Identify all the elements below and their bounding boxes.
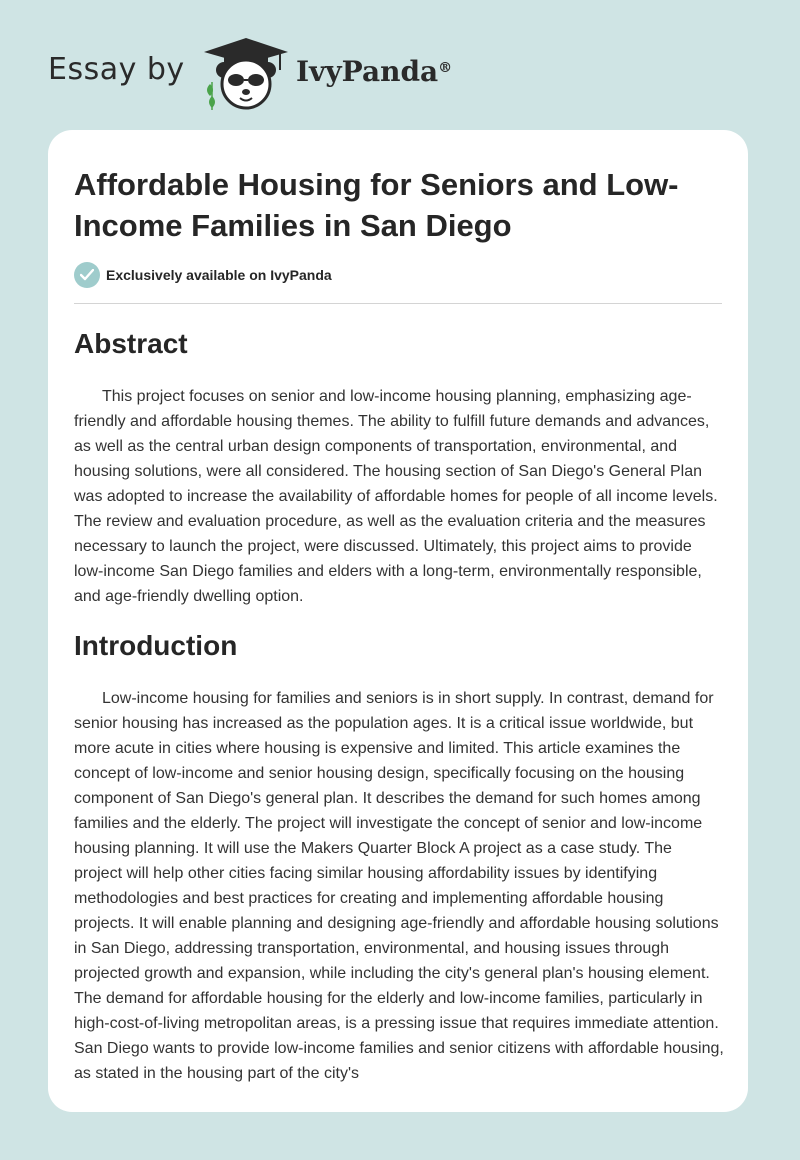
brand-name[interactable] bbox=[296, 52, 452, 92]
abstract-heading: Abstract bbox=[74, 328, 188, 359]
essay-card bbox=[48, 130, 748, 1112]
essay-title: Affordable Housing for Seniors and Low-Income Families in San Diego bbox=[74, 167, 679, 243]
panda-logo-icon[interactable] bbox=[200, 34, 292, 110]
registered-mark: ® bbox=[438, 60, 453, 76]
check-icon bbox=[74, 262, 100, 288]
brand-name-text: IvyPanda bbox=[296, 55, 439, 88]
exclusive-badge bbox=[74, 262, 332, 288]
abstract-paragraph: This project focuses on senior and low-income housing planning, emphasizing age-friendly and affordable housing themes. The ability to fulfill future demands and advances, as well as the central urban design components of transportation, environmental, and housing solutions, were all considered. The housing section of San Diego's General Plan was adopted to increase the availability of affordable homes for people of all income levels. The review and evaluation procedure, as well as the evaluation criteria and the measures necessary to launch the project, were discussed. Ultimately, this project aims to provide low-income San Diego families and elders with a long-term, environmentally responsible, and age-friendly dwelling option. bbox=[74, 388, 718, 605]
site-header bbox=[0, 0, 800, 130]
title-divider bbox=[74, 303, 722, 304]
introduction-heading: Introduction bbox=[74, 630, 238, 661]
brand-prefix: Essay by bbox=[48, 52, 185, 87]
badge-text: Exclusively available on IvyPanda bbox=[106, 267, 332, 283]
introduction-paragraph: Low-income housing for families and seniors is in short supply. In contrast, demand for senior housing has increased as the population ages. It is a critical issue worldwide, but more acute in cities where housing is expensive and limited. This article examines the concept of low-income and senior housing design, specifically focusing on the housing component of San Diego's general plan. It describes the demand for such homes among families and the elderly. The project will investigate the concept of senior and low-income housing planning. It will use the Makers Quarter Block A project as a case study. The project will help other cities facing similar housing affordability issues by identifying methodologies and best practices for creating and implementing affordable housing projects. It will enable planning and designing age-friendly and affordable housing solutions in San Diego, addressing transportation, environmental, and housing issues through projected growth and expansion, while including the city's general plan's housing element. The demand for affordable housing for the elderly and low-income families, particularly in high-cost-of-living metropolitan areas, is a pressing issue that requires immediate attention. San Diego wants to provide low-income families and senior citizens with affordable housing, as stated in the housing part of the city's bbox=[74, 690, 724, 1082]
